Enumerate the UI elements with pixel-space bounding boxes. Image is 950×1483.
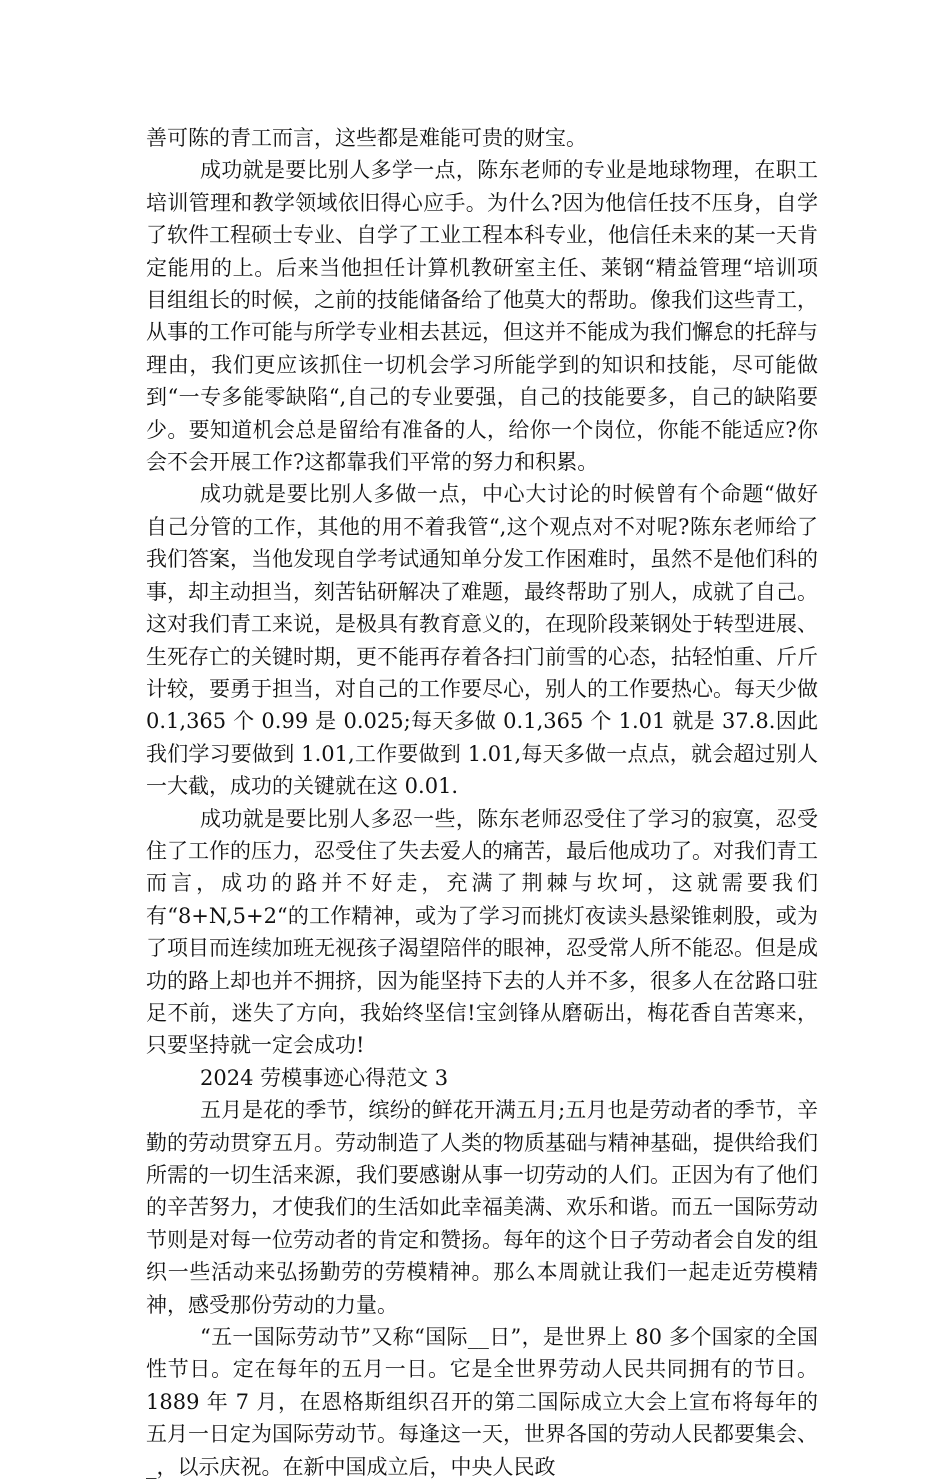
paragraph-2: 成功就是要比别人多学一点，陈东老师的专业是地球物理，在职工培训管理和教学领域依旧得心应手。为什么?因为他信任技不压身，自学了软件工程硕士专业、自学了工业工程本科专业，他信任未来的某一天肯定能用的上。后来当他担任计算机教研室主任、莱钢“精益管理“培训项目组组长的时候，之前的技能储备给了他莫大的帮助。像我们这些青工，从事的工作可能与所学专业相去甚远，但这并不能成为我们懈怠的托辞与理由，我们更应该抓住一切机会学习所能学到的知识和技能，尽可能做到“一专多能零缺陷“,自己的专业要强，自己的技能要多，自己的缺陷要少。要知道机会总是留给有准备的人，给你一个岗位，你能不能适应?你会不会开展工作?这都靠我们平常的努力和积累。 [146,158,818,475]
paragraph-1: 善可陈的青工而言，这些都是难能可贵的财宝。 [146,126,587,150]
paragraph-6: “五一国际劳动节”又称“国际__日”，是世界上 80 多个国家的全国性节日。定在每年的五月一日。它是全世界劳动人民共同拥有的节日。1889 年 7 月，在恩格斯组织召开的第二国际成立大会上宣布将每年的五月一日定为国际劳动节。每逢这一天，世界各国的劳动人民都要集会、_，以示庆祝。在新中国成立后，中央人民政 [146,1325,818,1479]
section-heading: 2024 劳模事迹心得范文 3 [200,1065,449,1090]
paragraph-4: 成功就是要比别人多忍一些，陈东老师忍受住了学习的寂寞，忍受住了工作的压力，忍受住了失去爱人的痛苦，最后他成功了。对我们青工而言，成功的路并不好走，充满了荆棘与坎坷，这就需要我们有“8+N,5+2“的工作精神，或为了学习而挑灯夜读头悬梁锥刺股，或为了项目而连续加班无视孩子渴望陪伴的眼神，忍受常人所不能忍。但是成功的路上却也并不拥挤，因为能坚持下去的人并不多，很多人在岔路口驻足不前，迷失了方向，我始终坚信!宝剑锋从磨砺出，梅花香自苦寒来，只要坚持就一定会成功! [146,806,818,1058]
paragraph-5: 五月是花的季节，缤纷的鲜花开满五月;五月也是劳动者的季节，辛勤的劳动贯穿五月。劳动制造了人类的物质基础与精神基础，提供给我们所需的一切生活来源，我们要感谢从事一切劳动的人们。正因为有了他们的辛苦努力，才使我们的生活如此幸福美满、欢乐和谐。而五一国际劳动节则是对每一位劳动者的肯定和赞扬。每年的这个日子劳动者会自发的组织一些活动来弘扬勤劳的劳模精神。那么本周就让我们一起走近劳模精神，感受那份劳动的力量。 [146,1098,818,1317]
paragraph-3: 成功就是要比别人多做一点，中心大讨论的时候曾有个命题“做好自己分管的工作，其他的用不着我管“,这个观点对不对呢?陈东老师给了我们答案，当他发现自学考试通知单分发工作困难时，虽然不是他们科的事，却主动担当，刻苦钻研解决了难题，最终帮助了别人，成就了自己。这对我们青工来说，是极具有教育意义的，在现阶段莱钢处于转型进展、生死存亡的关键时期，更不能再存着各扫门前雪的心态，拈轻怕重、斤斤计较，要勇于担当，对自己的工作要尽心，别人的工作要热心。每天少做 0.1,365 个 0.99 是 0.025;每天多做 0.1,365 个 1.01 就是 37.8.因此我们学习要做到 1.01,工作要做到 1.01,每天多做一点点，就会超过别人一大截，成功的关键就在这 0.01. [146,482,818,799]
document-page [146,122,818,1483]
